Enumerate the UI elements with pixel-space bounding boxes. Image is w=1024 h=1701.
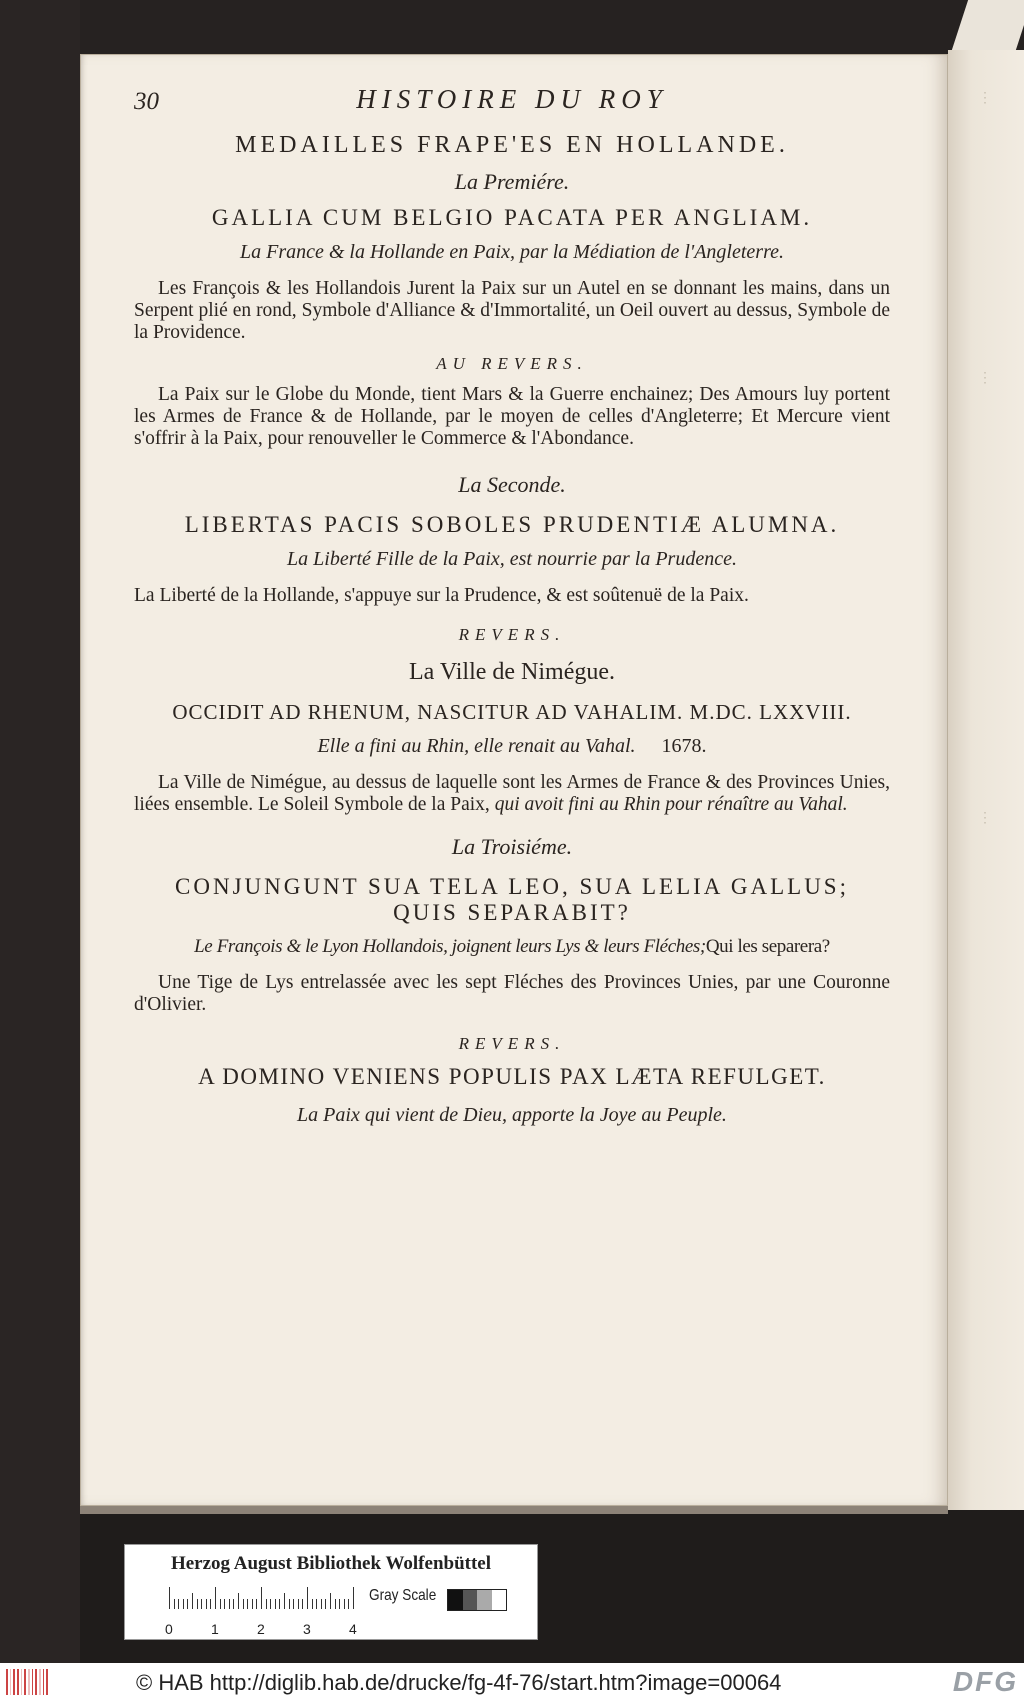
revers-legend-second: OCCIDIT AD RHENUM, NASCITUR AD VAHALIM. M.DC. LXXVIII. [172, 700, 852, 724]
ruler-tick [330, 1593, 331, 1609]
ruler-tick [312, 1599, 313, 1609]
ruler-tick [201, 1599, 202, 1609]
ruler-tick [270, 1599, 271, 1609]
ruler-tick [348, 1599, 349, 1609]
ruler-tick [344, 1599, 345, 1609]
copyright-link[interactable]: © HAB http://diglib.hab.de/drucke/fg-4f-76/start.htm?image=00064 [136, 1670, 782, 1695]
medal-translation-third-italic: Le François & le Lyon Hollandois, joignent leurs Lys & leurs Fléches; [194, 936, 706, 957]
scan-background-left [0, 0, 80, 1663]
ruler-tick [353, 1587, 354, 1609]
medal-legend-second: LIBERTAS PACIS SOBOLES PRUDENTIÆ ALUMNA. [184, 512, 840, 537]
medal-description-first: Les François & les Hollandois Jurent la Paix sur un Autel en se donnant les mains, dans un Serpent plié en rond, Symbole d'Alliance & d'Immortalité, un Oeil ouvert au dessus, Symbole de la Providence. [134, 278, 890, 343]
gray-scale-swatches [447, 1589, 507, 1611]
facing-page-edge: ⋮ ⋮ ⋮ [948, 50, 1024, 1510]
ruler-tick [243, 1599, 244, 1609]
ruler-tick [206, 1599, 207, 1609]
revers-description-italic: qui avoit fini au Rhin pour rénaître au Vahal. [494, 794, 848, 815]
barcode-icon [6, 1669, 48, 1695]
revers-translation-second: Elle a fini au Rhin, elle renait au Vahal. [317, 735, 636, 757]
gray-swatch [492, 1590, 507, 1610]
hab-card-title: Herzog August Bibliothek Wolfenbüttel [170, 1553, 492, 1574]
medal-legend-third-line1: CONJUNGUNT SUA TELA LEO, SUA LELIA GALLUS; [175, 874, 849, 899]
ruler-number: 1 [211, 1621, 219, 1637]
ruler-tick [215, 1587, 216, 1609]
ruler-tick [261, 1587, 262, 1609]
ruler-tick [169, 1587, 170, 1609]
medal-description-third: Une Tige de Lys entrelassée avec les sept Fléches des Provinces Unies, par une Couronne d'Olivier. [134, 972, 890, 1015]
page-header [134, 80, 890, 122]
ruler-tick [233, 1599, 234, 1609]
ruler-tick [284, 1593, 285, 1609]
ruler-tick [321, 1599, 322, 1609]
viewer-footer [0, 1663, 1024, 1701]
gray-swatch [477, 1590, 492, 1610]
ruler-tick [335, 1599, 336, 1609]
ruler-tick [192, 1593, 193, 1609]
barcode-stripe [28, 1669, 30, 1695]
medal-description-second: La Liberté de la Hollande, s'appuye sur la Prudence, & est soûtenuë de la Paix. [134, 585, 749, 606]
medal-legend-third-line2: QUIS SEPARABIT? [393, 900, 631, 925]
barcode-stripe [21, 1669, 23, 1695]
ruler-number: 2 [257, 1621, 265, 1637]
ruler-tick [224, 1599, 225, 1609]
revers-legend-third: A DOMINO VENIENS POPULIS PAX LÆTA REFULGET. [198, 1064, 826, 1089]
revers-description-first: La Paix sur le Globe du Monde, tient Mars & la Guerre enchainez; Des Amours luy portent les Armes de France & de Hollande, par le moyen de celles d'Angleterre; Et Mercure vient s'offrir à la Paix, pour renouveller le Commerce & l'Abondance. [134, 384, 890, 449]
gray-swatch [463, 1590, 478, 1610]
revers-translation-row [134, 735, 890, 758]
medal-heading-second: La Seconde. [458, 472, 566, 497]
medal-legend-first: GALLIA CUM BELGIO PACATA PER ANGLIAM. [211, 205, 813, 230]
revers-description-roman: La Ville de Nimégue, au dessus de laquelle sont les Armes de France & des Provinces Unies, liées ensemble. Le Soleil Symbole de la Paix, [134, 772, 890, 815]
ruler-tick [238, 1593, 239, 1609]
page-bottom-edge [80, 1506, 948, 1514]
ruler-tick [174, 1599, 175, 1609]
ruler-tick [256, 1599, 257, 1609]
ruler-number: 4 [349, 1621, 357, 1637]
section-title: MEDAILLES FRAPE'ES EN HOLLANDE. [235, 132, 789, 158]
barcode-stripe [24, 1669, 26, 1695]
ruler-tick [275, 1599, 276, 1609]
revers-description-second [134, 772, 890, 816]
ruler-tick [325, 1599, 326, 1609]
ruler-tick [247, 1599, 248, 1609]
revers-label-second: REVERS. [458, 625, 566, 644]
ruler-tick [252, 1599, 253, 1609]
medal-translation-first: La France & la Hollande en Paix, par la Médiation de l'Angleterre. [240, 241, 784, 263]
running-head: HISTOIRE DU ROY [356, 84, 668, 114]
ruler-tick [293, 1599, 294, 1609]
scale-ruler [165, 1587, 359, 1637]
page-number: 30 [134, 88, 159, 115]
barcode-stripe [43, 1669, 45, 1695]
medal-heading-third: La Troisiéme. [451, 834, 573, 859]
barcode-stripe [39, 1669, 41, 1695]
ruler-tick [187, 1599, 188, 1609]
barcode-stripe [6, 1669, 8, 1695]
ruler-tick [183, 1599, 184, 1609]
ruler-tick [316, 1599, 317, 1609]
revers-title-second: La Ville de Nimégue. [408, 659, 616, 685]
barcode-stripe [32, 1669, 34, 1695]
medal-translation-second: La Liberté Fille de la Paix, est nourrie par la Prudence. [287, 548, 737, 570]
ruler-tick [220, 1599, 221, 1609]
barcode-stripe [13, 1669, 15, 1695]
page-text [134, 80, 890, 1127]
gray-scale-label: Gray Scale [369, 1587, 437, 1604]
scan-background-top [0, 0, 1024, 54]
hab-color-card [124, 1544, 538, 1640]
barcode-stripe [35, 1669, 37, 1695]
ruler-number: 0 [165, 1621, 173, 1637]
barcode-stripe [10, 1669, 12, 1695]
barcode-stripe [46, 1669, 48, 1695]
revers-translation-third: La Paix qui vient de Dieu, apporte la Joye au Peuple. [297, 1104, 727, 1126]
ruler-tick [279, 1599, 280, 1609]
dfg-logo: DFG [952, 1666, 1018, 1697]
medal-translation-third-roman: Qui les separera? [705, 936, 830, 957]
revers-label-third: REVERS. [458, 1034, 566, 1053]
ruler-tick [210, 1599, 211, 1609]
ruler-tick [339, 1599, 340, 1609]
barcode-stripe [17, 1669, 19, 1695]
ruler-tick [298, 1599, 299, 1609]
ruler-number: 3 [303, 1621, 311, 1637]
medal-heading-first: La Premiére. [454, 169, 570, 194]
ruler-tick [302, 1599, 303, 1609]
ruler-tick [197, 1599, 198, 1609]
ruler-tick [289, 1599, 290, 1609]
revers-year: 1678. [661, 735, 707, 757]
revers-label-first: AU REVERS. [436, 354, 588, 373]
ruler-tick [307, 1587, 308, 1609]
gray-swatch [448, 1590, 463, 1610]
medal-translation-third [134, 936, 890, 958]
ruler-tick [229, 1599, 230, 1609]
ruler-tick [178, 1599, 179, 1609]
ruler-tick [266, 1599, 267, 1609]
